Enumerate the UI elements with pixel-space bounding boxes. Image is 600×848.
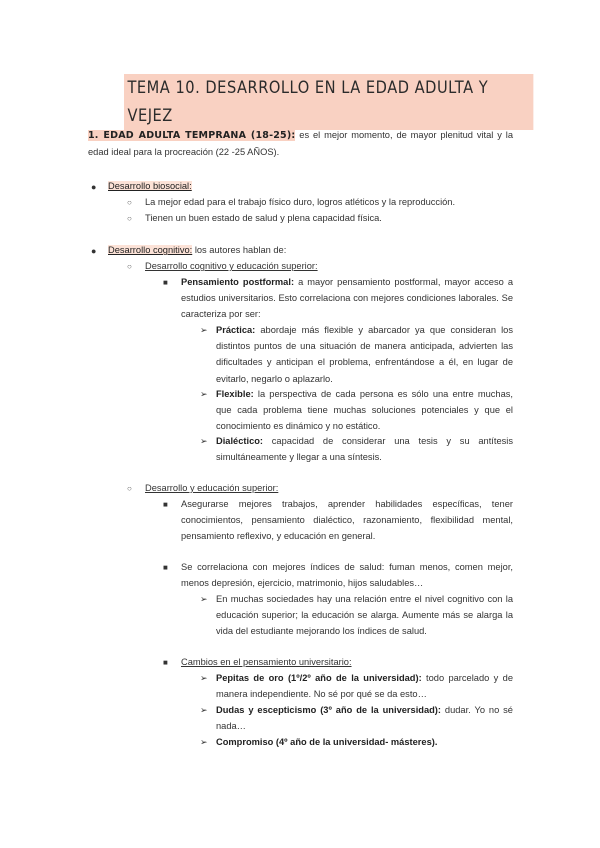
title-container [124, 74, 600, 130]
change-label: Compromiso (4º año de la universidad- másteres). [216, 737, 438, 747]
arrow-bullet-icon: ➢ [200, 673, 208, 683]
change-pepitas [216, 670, 513, 702]
trait-label: Flexible: [216, 389, 254, 399]
trait-text: abordaje más flexible y abarcador ya que consideran los distintos puntos de una situación de manera anticipada, advierten las dificultades y anticipan el problema, enfrentándose a él, en lugar de evitarlo, negarlo o aplazarlo. [216, 325, 513, 384]
education-item-1: Asegurarse mejores trabajos, aprender habilidades específicas, tener conocimientos, pensamiento dialéctico, razonamiento, flexibilidad mental, pensamiento reflexivo, y educación en general. [181, 499, 513, 542]
cognitive-text: los autores hablan de: [192, 245, 287, 255]
trait-text: la perspectiva de cada persona es sólo una entre muchas, que cada problema tiene muchas soluciones potenciales y que el conocimiento es dinámico y no estático. [216, 389, 513, 432]
change-text: todo parcelado y de manera independiente. No sé por qué se da esto… [216, 673, 513, 700]
arrow-bullet-icon: ➢ [200, 737, 208, 747]
section-1-paragraph [88, 127, 513, 160]
cognitive-sub1-label: Desarrollo cognitivo y educación superior: [145, 261, 318, 271]
cognitive-heading [108, 242, 513, 258]
circle-bullet-icon: ○ [127, 214, 132, 223]
square-bullet-icon: ■ [163, 658, 168, 667]
square-bullet-icon: ■ [163, 563, 168, 572]
trait-label: Práctica: [216, 325, 256, 335]
cognitive-label: Desarrollo cognitivo: [108, 245, 193, 255]
change-dudas [216, 702, 513, 734]
circle-bullet-icon: ○ [127, 198, 132, 207]
arrow-bullet-icon: ➢ [200, 594, 208, 604]
arrow-bullet-icon: ➢ [200, 325, 208, 335]
change-label: Pepitas de oro (1º/2º año de la universidad): [216, 673, 422, 683]
square-bullet-icon: ■ [163, 500, 168, 509]
section-1-heading: 1. EDAD ADULTA TEMPRANA (18-25): [88, 130, 296, 141]
change-compromiso [216, 734, 513, 750]
biosocial-item: La mejor edad para el trabajo físico duro, logros atléticos y la reproducción. [145, 197, 456, 207]
postformal-paragraph [181, 274, 513, 323]
biosocial-label: Desarrollo biosocial: [108, 181, 192, 191]
circle-bullet-icon: ○ [127, 484, 132, 493]
change-label: Dudas y escepticismo (3º año de la universidad): [216, 705, 441, 715]
disc-bullet-icon: ● [91, 182, 97, 192]
postformal-text: a mayor pensamiento postformal, mayor acceso a estudios universitarios. Esto correlaciona con mejores condiciones laborales. Se caracteriza por ser: [181, 277, 513, 320]
postformal-label: Pensamiento postformal: [181, 277, 295, 287]
disc-bullet-icon: ● [91, 246, 97, 256]
education-item-3-label: Cambios en el pensamiento universitario: [181, 657, 352, 667]
page-title: TEMA 10. DESARROLLO EN LA EDAD ADULTA Y VEJEZ [124, 74, 533, 130]
arrow-bullet-icon: ➢ [200, 389, 208, 399]
circle-bullet-icon: ○ [127, 262, 132, 271]
trait-practica [216, 322, 513, 387]
trait-text: capacidad de considerar una tesis y su antítesis simultáneamente y llegar a una síntesis. [216, 436, 513, 463]
biosocial-heading [108, 178, 513, 194]
trait-dialectico [216, 433, 513, 465]
education-item-2-sub: En muchas sociedades hay una relación entre el nivel cognitivo con la educación superior; la educación se alarga. Aumente más se alarga la vida del estudiante mejorando los índices de salud. [216, 594, 513, 637]
biosocial-item: Tienen un buen estado de salud y plena capacidad física. [145, 213, 382, 223]
trait-flexible [216, 386, 513, 435]
arrow-bullet-icon: ➢ [200, 705, 208, 715]
section-1-text: es el mejor momento, de mayor plenitud vital y la edad ideal para la procreación (22 -25 AÑOS). [88, 130, 513, 158]
education-item-2: Se correlaciona con mejores índices de salud: fuman menos, comen mejor, menos depresión, ejercicio, matrimonio, hijos saludables… [181, 562, 513, 589]
arrow-bullet-icon: ➢ [200, 436, 208, 446]
trait-label: Dialéctico: [216, 436, 264, 446]
square-bullet-icon: ■ [163, 278, 168, 287]
change-text: dudar. Yo no sé nada… [216, 705, 513, 732]
cognitive-sub2-label: Desarrollo y educación superior: [145, 483, 279, 493]
